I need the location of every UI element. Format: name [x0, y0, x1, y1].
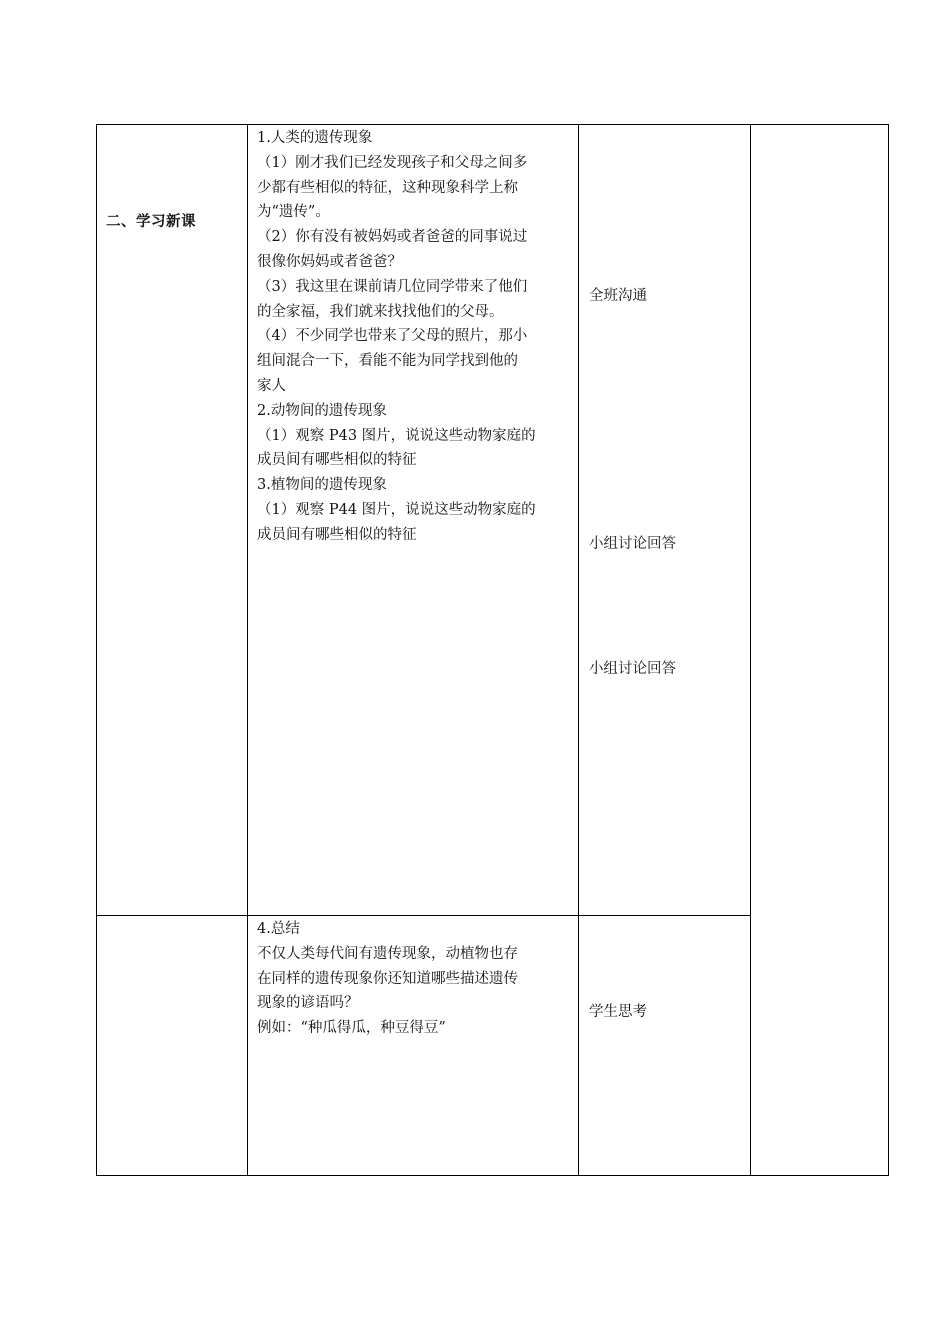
activity-note-group-1: 小组讨论回答 [589, 536, 676, 552]
activity-note-student-thinking: 学生思考 [589, 1004, 647, 1020]
content-line: （2）你有没有被妈妈或者爸爸的同事说过 [257, 229, 528, 246]
content-line: 不仅人类每代间有遗传现象，动植物也存 [257, 945, 518, 962]
content-line: 家人 [257, 377, 286, 394]
section-title: 二、学习新课 [106, 214, 196, 230]
content-line: （1）观察 P44 图片，说说这些动物家庭的 [257, 501, 536, 518]
content-line: 少都有些相似的特征，这种现象科学上称 [257, 179, 518, 196]
activity-note-whole-class: 全班沟通 [589, 288, 647, 304]
content-line: 现象的谚语吗？ [257, 995, 359, 1012]
content-line: （1）刚才我们已经发现孩子和父母之间多 [257, 154, 528, 171]
column-divider-1 [247, 124, 248, 1176]
content-line: 2.动物间的遗传现象 [257, 402, 387, 419]
content-line: 例如：“种瓜得瓜，种豆得豆” [257, 1020, 446, 1037]
content-line: 成员间有哪些相似的特征 [257, 526, 417, 543]
activity-note-group-2: 小组讨论回答 [589, 661, 676, 677]
content-line: 很像你妈妈或者爸爸？ [257, 253, 402, 270]
lesson-content-block-2 [257, 917, 573, 1041]
content-line: （3）我这里在课前请几位同学带来了他们 [257, 278, 528, 295]
content-line: 4.总结 [257, 921, 300, 937]
content-line: 的全家福，我们就来找找他们的父母。 [257, 303, 504, 320]
content-line: 为“遗传”。 [257, 204, 330, 221]
lesson-content-block-1 [257, 126, 573, 548]
content-line: （4）不少同学也带来了父母的照片，那小 [257, 328, 528, 345]
content-line: 1.人类的遗传现象 [257, 130, 373, 146]
column-divider-2 [578, 124, 579, 1176]
content-line: 成员间有哪些相似的特征 [257, 452, 417, 469]
content-line: 在同样的遗传现象你还知道哪些描述遗传 [257, 970, 518, 987]
column-divider-3 [750, 124, 751, 1176]
content-line: 3.植物间的遗传现象 [257, 477, 387, 494]
content-line: （1）观察 P43 图片，说说这些动物家庭的 [257, 427, 536, 444]
row-divider [96, 915, 751, 916]
content-line: 组间混合一下，看能不能为同学找到他的 [257, 353, 518, 370]
